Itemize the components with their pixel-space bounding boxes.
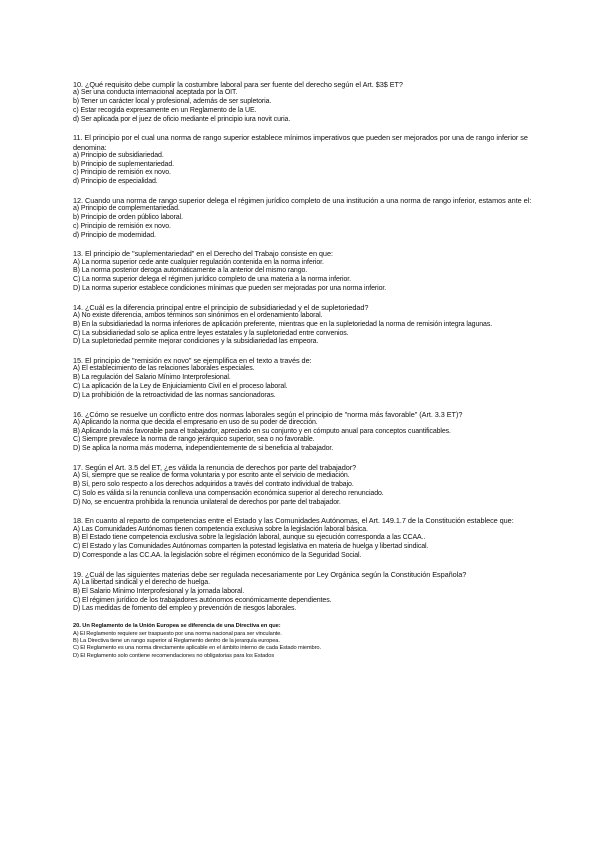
question-block (73, 249, 540, 293)
answer-option: A) La libertad sindical y el derecho de huelga. (73, 578, 210, 586)
answer-option: a) Ser una conducta internacional aceptada por la OIT. (73, 89, 238, 97)
answer-option: D) No, se encuentra prohibida la renuncia unilateral de derechos por parte del trabajador. (73, 498, 341, 506)
question-stem: 20. Un Reglamento de la Unión Europea se diferencia de una Directiva en que: (73, 623, 281, 630)
question-block (73, 356, 540, 400)
answer-option: A) Aplicando la norma que decida el empresario en uso de su poder de dirección. (73, 418, 318, 426)
question-stem: 14. ¿Cuál es la diferencia principal entre el principio de subsidiariedad y el de supletoriedad? (73, 302, 369, 312)
answer-option: b) Principio de suplementariedad. (73, 160, 174, 168)
question-block (73, 463, 540, 507)
answer-option: d) Principio de especialidad. (73, 178, 158, 186)
question-stem: 19. ¿Cuál de las siguientes materias debe ser regulada necesariamente por Ley Orgánica según la Constitución Española? (73, 569, 467, 579)
answer-option: B) El Salario Mínimo Interprofesional y la jornada laboral. (73, 587, 245, 595)
answer-option: C) El Estado y las Comunidades Autónomas comparten la potestad legislativa en materia de huelga y libertad sindical. (73, 543, 429, 551)
question-stem: 11. El principio por el cual una norma de rango superior establece mínimos imperativos que pueden ser mejorados por una de rango inferior se denomina: (73, 133, 528, 152)
answer-option: a) Principio de complementariedad. (73, 205, 180, 213)
answer-option: C) La subsidiariedad solo se aplica entre leyes estatales y la supletoriedad entre convenios. (73, 329, 349, 337)
question-block (73, 303, 540, 347)
answer-option: D) Las medidas de fomento del empleo y prevención de riesgos laborales. (73, 605, 297, 613)
answer-option: B) En la subsidiariedad la norma inferiores de aplicación preferente, mientras que en la supletoriedad la norma de remisión integra lagunas. (73, 320, 493, 328)
answer-option: D) Se aplica la norma más moderna, independientemente de si beneficia al trabajador. (73, 445, 334, 453)
answer-option: D) La prohibición de la retroactividad de las normas sancionadoras. (73, 391, 276, 399)
question-stem: 13. El principio de "suplementariedad" en el Derecho del Trabajo consiste en que: (73, 249, 333, 259)
question-block (73, 516, 540, 560)
question-block (73, 80, 540, 124)
question-block (73, 570, 540, 614)
question-stem: 16. ¿Cómo se resuelve un conflicto entre dos normas laborales según el principio de "norma más favorable" (Art. 3.3 ET)? (73, 409, 463, 419)
answer-option: A) El establecimiento de las relaciones laborales especiales. (73, 365, 255, 373)
answer-option: B) La norma posterior deroga automáticamente a la anterior del mismo rango. (73, 267, 308, 275)
question-block (73, 196, 540, 240)
answer-option: A) La norma superior cede ante cualquier regulación contenida en la norma inferior. (73, 258, 324, 266)
answer-option: d) Ser aplicada por el juez de oficio mediante el principio iura novit curia. (73, 115, 291, 123)
answer-option: b) Tener un carácter local y profesional, además de ser supletoria. (73, 98, 272, 105)
answer-option: B) Aplicando la más favorable para el trabajador, apreciado en su conjunto y en cómputo anual para conceptos cuantificables. (73, 427, 451, 435)
answer-option: c) Principio de remisión ex novo. (73, 222, 171, 230)
answer-option: B) El Estado tiene competencia exclusiva sobre la legislación laboral, aunque su ejecución corresponda a las CCAA.. (73, 534, 426, 542)
answer-option: b) Principio de orden público laboral. (73, 213, 183, 221)
answer-option: c) Principio de remisión ex novo. (73, 169, 171, 177)
answer-option: C) El régimen jurídico de los trabajadores autónomos económicamente dependientes. (73, 596, 332, 604)
answer-option: a) Principio de subsidiariedad. (73, 151, 164, 159)
answer-option: C) La aplicación de la Ley de Enjuiciamiento Civil en el proceso laboral. (73, 382, 288, 390)
answer-option: D) Corresponde a las CC.AA. la legislación sobre el régimen económico de la Seguridad Social. (73, 551, 362, 559)
answer-option: c) Estar recogida expresamente en un Reglamento de la UE. (73, 106, 257, 114)
question-stem: 15. El principio de "remisión ex novo" se ejemplifica en el texto a través de: (73, 356, 312, 366)
question-stem: 17. Según el Art. 3.5 del ET, ¿es válida la renuncia de derechos por parte del trabajador? (73, 462, 357, 472)
answer-option: C) La norma superior delega el régimen jurídico completo de una materia a la norma inferior. (73, 276, 351, 284)
answer-option: D) La norma superior establece condiciones mínimas que pueden ser mejoradas por una norma inferior. (73, 284, 387, 292)
answer-option: d) Principio de modernidad. (73, 231, 156, 239)
answer-option: D) La supletoriedad permite mejorar condiciones y la subsidiariedad las empeora. (73, 338, 319, 346)
answer-option: C) Solo es válida si la renuncia conlleva una compensación económica superior al derecho renunciado. (73, 489, 384, 497)
answer-option: A) El Reglamento requiere ser traspuesto por una norma nacional para ser vinculante. (73, 630, 282, 637)
answer-option: C) El Reglamento es una norma directamente aplicable en el ámbito interno de cada Estado miembro. (73, 645, 321, 652)
answer-option: B) La Directiva tiene un rango superior al Reglamento dentro de la jerarquía europea. (73, 637, 280, 644)
answer-option: A) Las Comunidades Autónomas tienen competencia exclusiva sobre la legislación laboral básica. (73, 525, 368, 533)
question-stem: 12. Cuando una norma de rango superior delega el régimen jurídico completo de una institución a una norma de rango inferior, estamos ante el: (73, 195, 532, 205)
question-block (73, 133, 540, 187)
question-block (73, 410, 540, 454)
answer-option: B) Sí, pero solo respecto a los derechos adquiridos a través del contrato individual de trabajo. (73, 480, 354, 488)
answer-option: B) La regulación del Salario Mínimo Interprofesional. (73, 374, 231, 382)
question-block (73, 623, 540, 660)
answer-option: A) Sí, siempre que se realice de forma voluntaria y por escrito ante el servicio de mediación. (73, 472, 350, 480)
answer-option: A) No existe diferencia, ambos términos son sinónimos en el ordenamiento laboral. (73, 311, 323, 319)
answer-option: D) El Reglamento solo contiene recomendaciones no obligatorias para los Estados (73, 652, 275, 659)
question-stem: 18. En cuanto al reparto de competencias entre el Estado y las Comunidades Autónomas, el Art. 149.1.7 de la Constitución establece que: (73, 516, 514, 526)
question-stem: 10. ¿Qué requisito debe cumplir la costumbre laboral para ser fuente del derecho según el Art. $3$ ET? (73, 80, 403, 89)
answer-option: C) Siempre prevalece la norma de rango jerárquico superior, sea o no favorable. (73, 436, 315, 444)
